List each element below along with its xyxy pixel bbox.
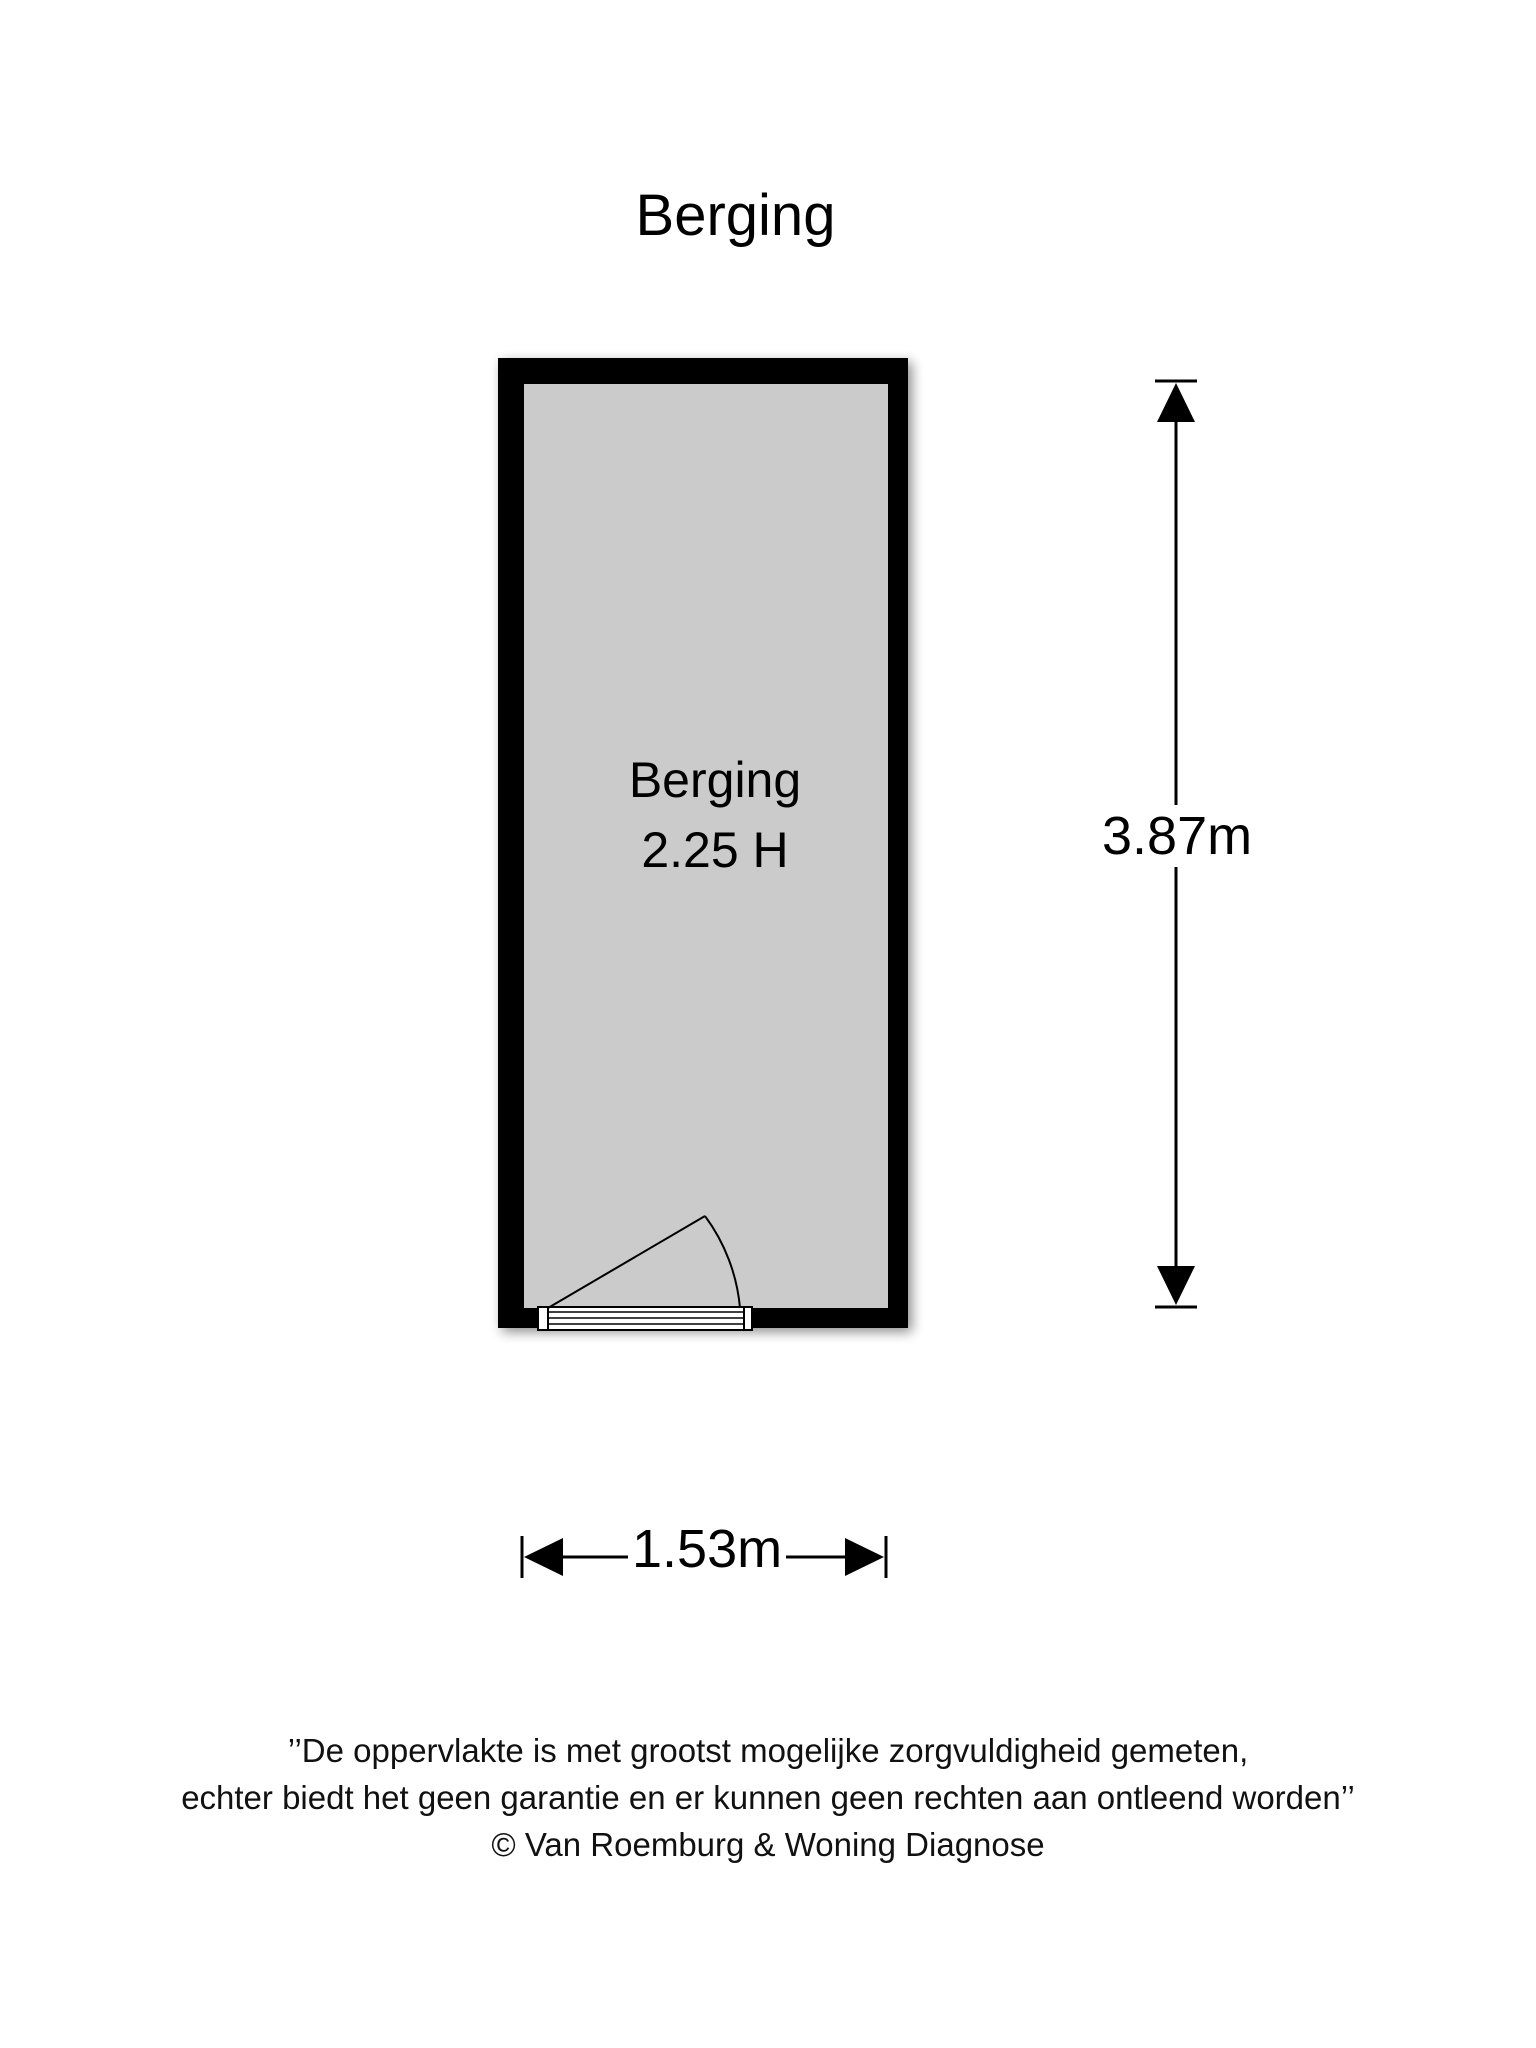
room-height-label: 2.25 H — [641, 822, 789, 878]
arrow-left-icon — [524, 1538, 563, 1576]
disclaimer — [0, 1727, 1536, 1868]
page-title: Berging — [635, 183, 836, 248]
arrow-down-icon — [1157, 1266, 1195, 1305]
height-dimension-label: 3.87m — [1098, 805, 1256, 867]
disclaimer-line-1: ’’De oppervlakte is met grootst mogelijke zorgvuldigheid gemeten, — [287, 1732, 1249, 1769]
arrow-right-icon — [845, 1538, 884, 1576]
disclaimer-line-2: echter biedt het geen garantie en er kunnen geen rechten aan ontleend worden’’ — [181, 1779, 1355, 1816]
width-dimension-label: 1.53m — [628, 1518, 786, 1580]
room-name: Berging — [628, 752, 802, 808]
copyright: © Van Roemburg & Woning Diagnose — [491, 1826, 1045, 1863]
arrow-up-icon — [1157, 383, 1195, 422]
